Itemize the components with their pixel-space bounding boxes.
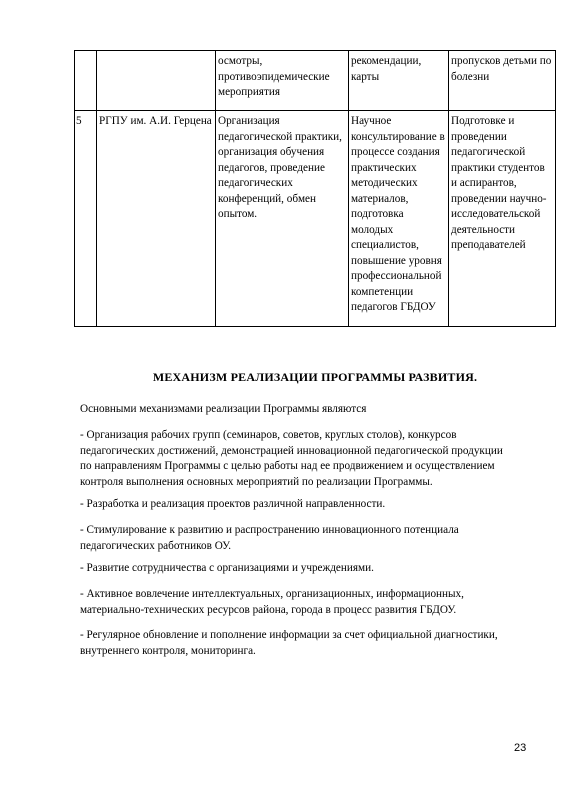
organization-text: РГПУ им. А.И. Герцена: [99, 115, 212, 127]
support-cell: [349, 51, 449, 111]
list-item: - Активное вовлечение интеллектуальных, организационных, информационных, материально-технических ресурсов района, города в процесс развития ГБДОУ.: [80, 588, 464, 616]
intro-paragraph: Основными механизмами реализации Программы являются: [80, 403, 367, 415]
participation-text: Подготовке и проведении педагогической практики студентов и аспирантов, проведении научно-исследовательской деятельности преподавателей: [451, 115, 547, 251]
activity-cell: [216, 51, 349, 111]
row-number-cell: [75, 51, 97, 111]
organization-cell: [97, 51, 216, 111]
table-row: [75, 111, 556, 327]
support-text: Научное консультирование в процессе создания практических методических материалов, подготовка молодых специалистов, повышение уровня профессиональной компетенции педагогов ГБДОУ: [351, 115, 445, 313]
list-item: - Развитие сотрудничества с организациями и учреждениями.: [80, 562, 374, 574]
participation-cell: [449, 111, 556, 327]
activity-text: Организация педагогической практики, организация обучения педагогов, проведение педагогических конференций, обмен опытом.: [218, 115, 342, 220]
organization-cell: [97, 111, 216, 327]
support-text: рекомендации, карты: [351, 55, 422, 83]
support-cell: [349, 111, 449, 327]
participation-cell: [449, 51, 556, 111]
activity-cell: [216, 111, 349, 327]
table-row: [75, 51, 556, 111]
list-item: - Организация рабочих групп (семинаров, советов, круглых столов), конкурсов педагогических достижений, демонстрацией инновационной педагогической продукции по направлениям Программы с целью работы над ее продвижением и осуществлением контроля выполнения основных мероприятий по реализации Программы.: [80, 429, 503, 488]
section-heading: МЕХАНИЗМ РЕАЛИЗАЦИИ ПРОГРАММЫ РАЗВИТИЯ.: [152, 370, 478, 384]
activity-text: осмотры, противоэпидемические мероприятия: [218, 55, 330, 98]
row-number-cell: 5: [75, 111, 97, 327]
page-number: 23: [514, 742, 527, 754]
list-item: - Регулярное обновление и пополнение информации за счет официальной диагностики, внутреннего контроля, мониторинга.: [80, 629, 498, 657]
list-item: - Разработка и реализация проектов различной направленности.: [80, 498, 386, 510]
list-item: - Стимулирование к развитию и распространению инновационного потенциала педагогических работников ОУ.: [80, 524, 459, 552]
partners-table: [74, 50, 556, 327]
participation-text: пропусков детьми по болезни: [451, 55, 552, 83]
